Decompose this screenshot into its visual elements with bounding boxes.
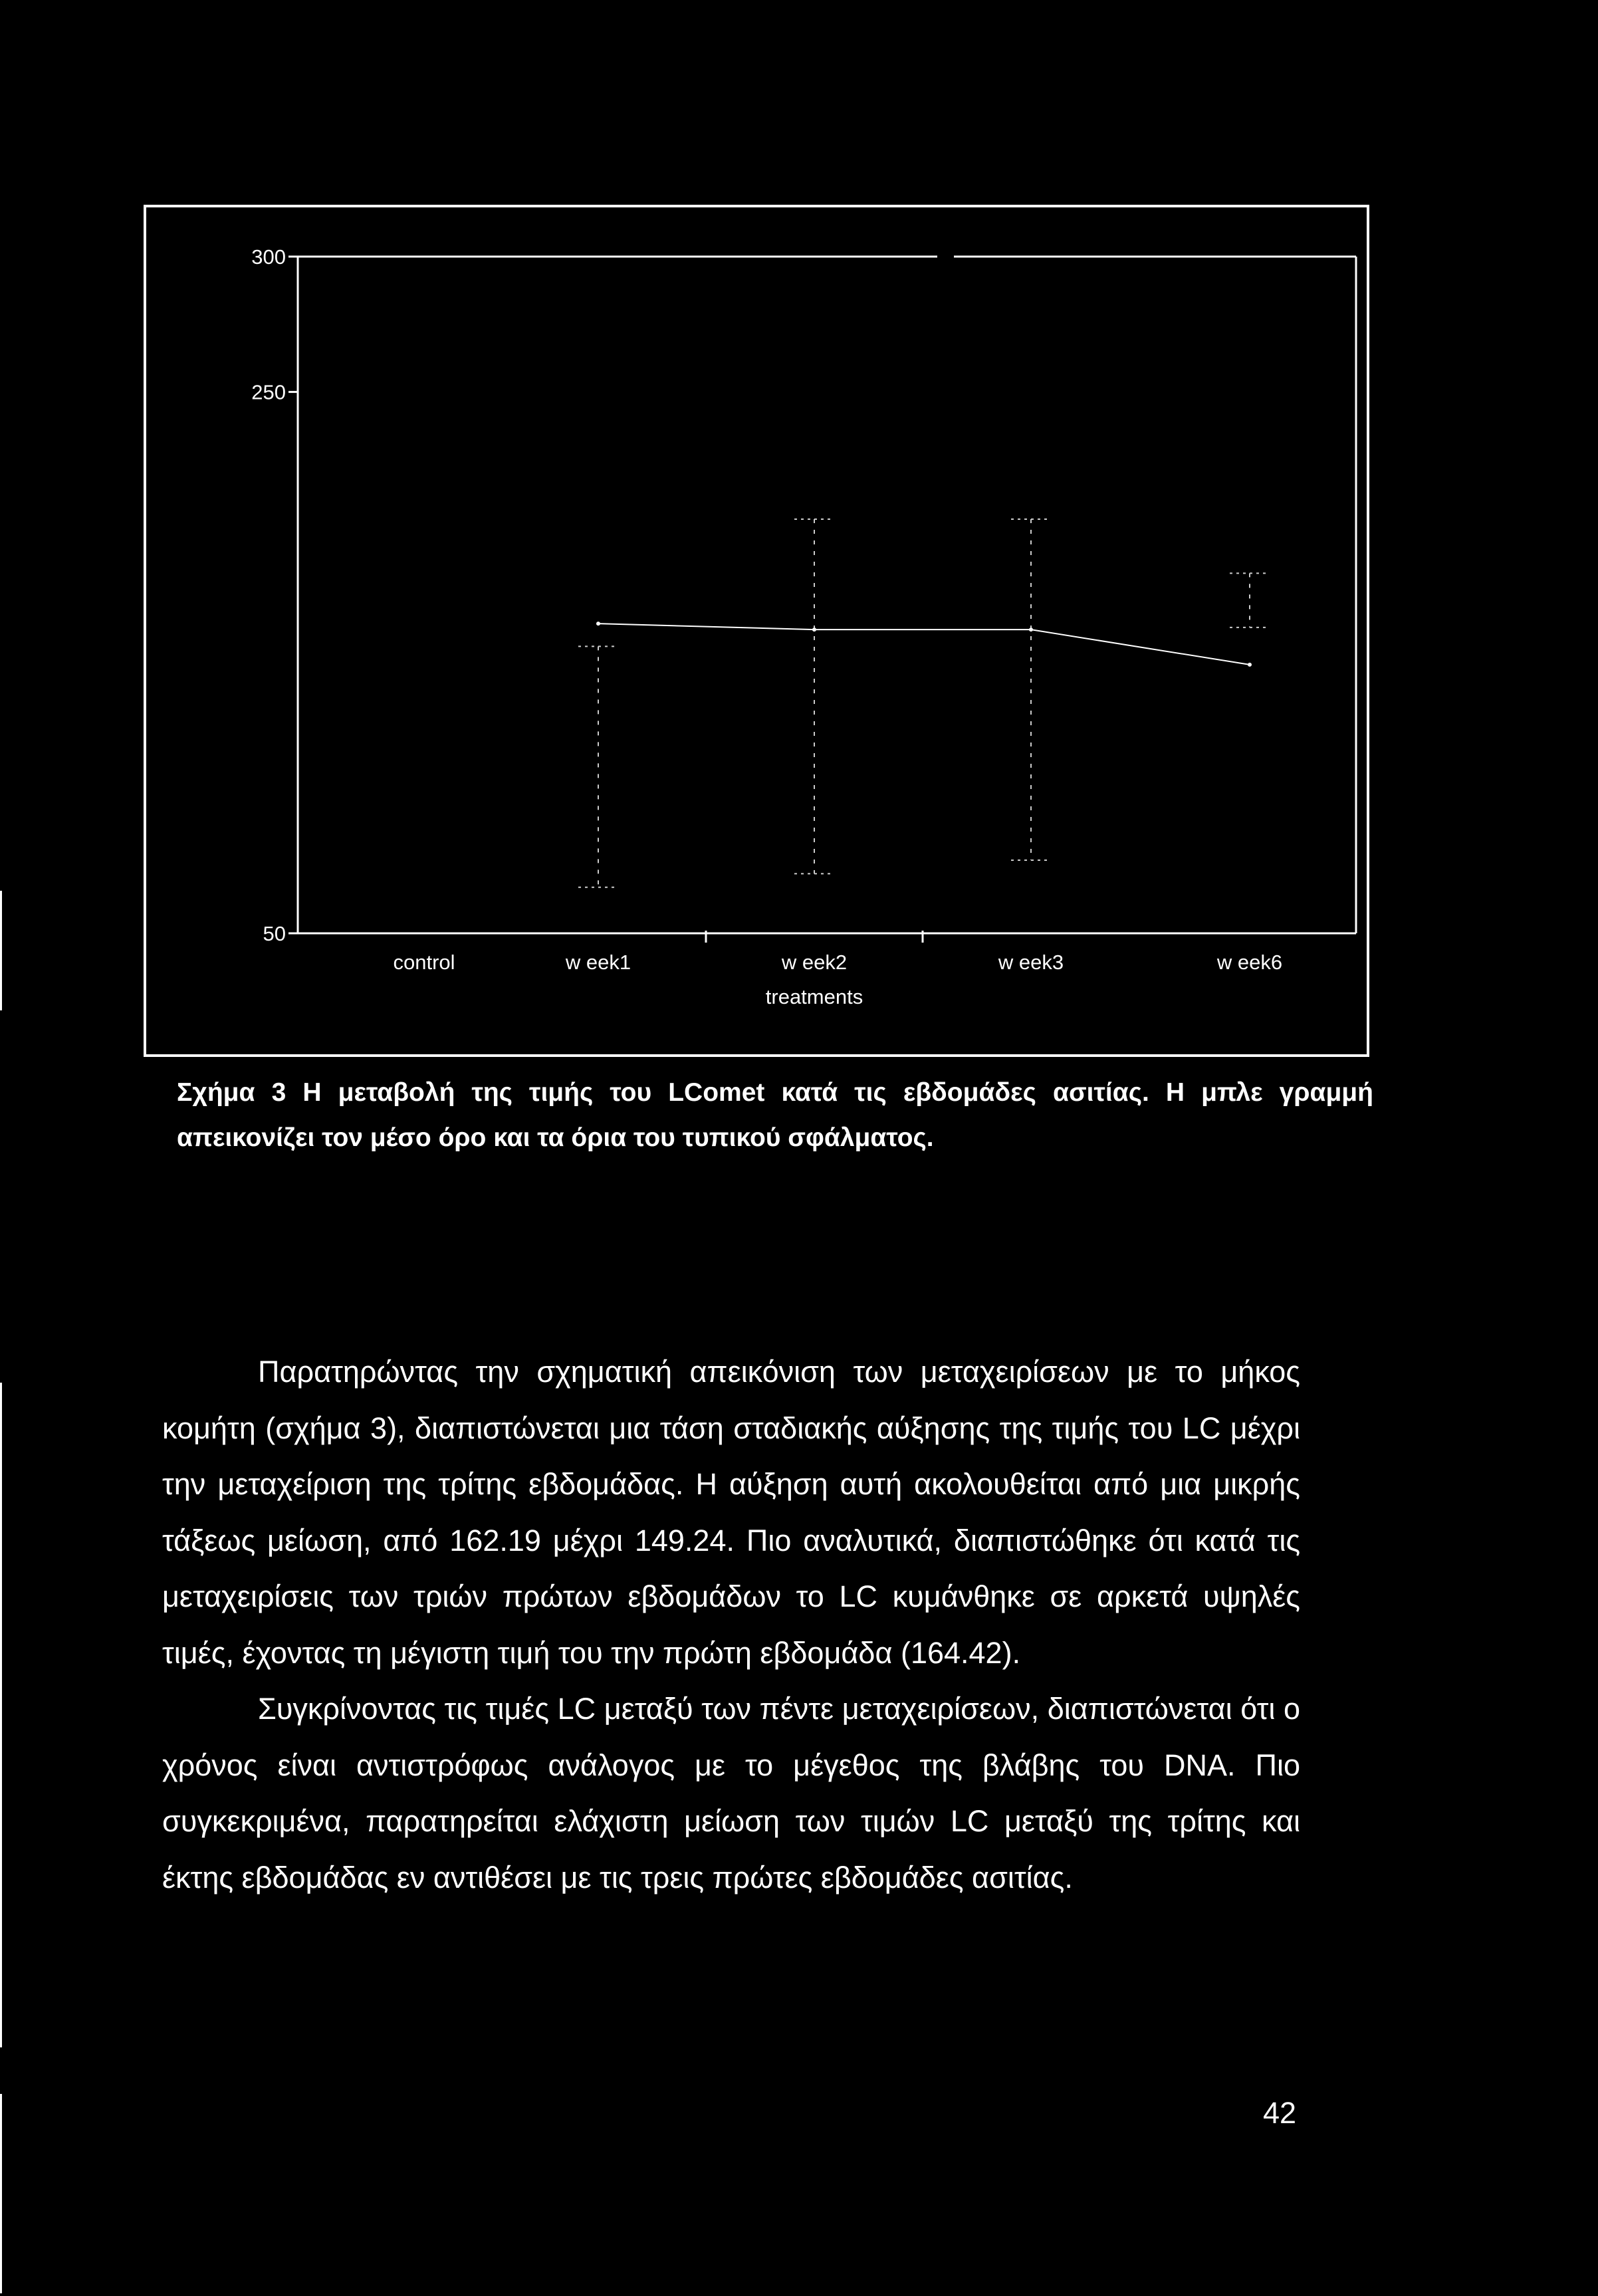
y-tick-label: 300 bbox=[251, 245, 286, 269]
figure-caption bbox=[177, 1070, 1373, 1161]
left-margin-rule-bottom bbox=[0, 2094, 2, 2293]
x-axis-label: treatments bbox=[765, 985, 863, 1008]
paragraph-2: Συγκρίνοντας τις τιμές LC μεταξύ των πέντε μεταχειρίσεων, διαπιστώνεται ότι ο χρόνος είναι αντιστρόφως ανάλογος με το μέγεθος της βλάβης του DNA. Πιο συγκεκριμένα, παρατηρείται ελάχιστη μείωση των τιμών LC μεταξύ της τρίτης και έκτης εβδομάδας εν αντιθέσει με τις τρεις πρώτες εβδομάδες ασιτίας. bbox=[162, 1692, 1300, 1894]
y-tick-label: 50 bbox=[263, 922, 286, 945]
y-tick-label: 250 bbox=[251, 380, 286, 404]
page-number: 42 bbox=[1263, 2096, 1297, 2130]
figure-frame bbox=[144, 205, 1369, 1057]
x-tick-label: control bbox=[393, 951, 455, 974]
x-tick-label: w eek2 bbox=[781, 951, 848, 974]
paragraph-1: Παρατηρώντας την σχηματική απεικόνιση των μεταχειρίσεων με το μήκος κομήτη (σχήμα 3), διαπιστώνεται μια τάση σταδιακής αύξησης της τιμής του LC μέχρι την μεταχείριση της τρίτης εβδομάδας. Η αύξηση αυτή ακολουθείται από μια μικρής τάξεως μείωση, από 162.19 μέχρι 149.24. Πιο αναλυτικά, διαπιστώθηκε ότι κατά τις μεταχειρίσεις των τριών πρώτων εβδομάδων το LC κυμάνθηκε σε αρκετά υψηλές τιμές, έχοντας τη μέγιστη τιμή του την πρώτη εβδομάδα (164.42). bbox=[162, 1355, 1300, 1670]
mean-line bbox=[598, 624, 1250, 665]
x-tick-label: w eek1 bbox=[565, 951, 631, 974]
left-margin-rule-middle bbox=[0, 1383, 2, 2047]
caption-line-1: Σχήμα 3 Η μεταβολή της τιμής του LComet κατά τις εβδομάδες ασιτίας. Η μπλε γραμμή bbox=[177, 1078, 1373, 1107]
caption-line-2: απεικονίζει τον μέσο όρο και τα όρια του τυπικού σφάλματος. bbox=[177, 1123, 934, 1152]
left-margin-rule-top bbox=[0, 891, 2, 1010]
body-text bbox=[162, 1344, 1300, 1906]
x-tick-label: w eek3 bbox=[998, 951, 1064, 974]
comet-length-chart bbox=[146, 207, 1367, 1054]
x-tick-label: w eek6 bbox=[1216, 951, 1283, 974]
